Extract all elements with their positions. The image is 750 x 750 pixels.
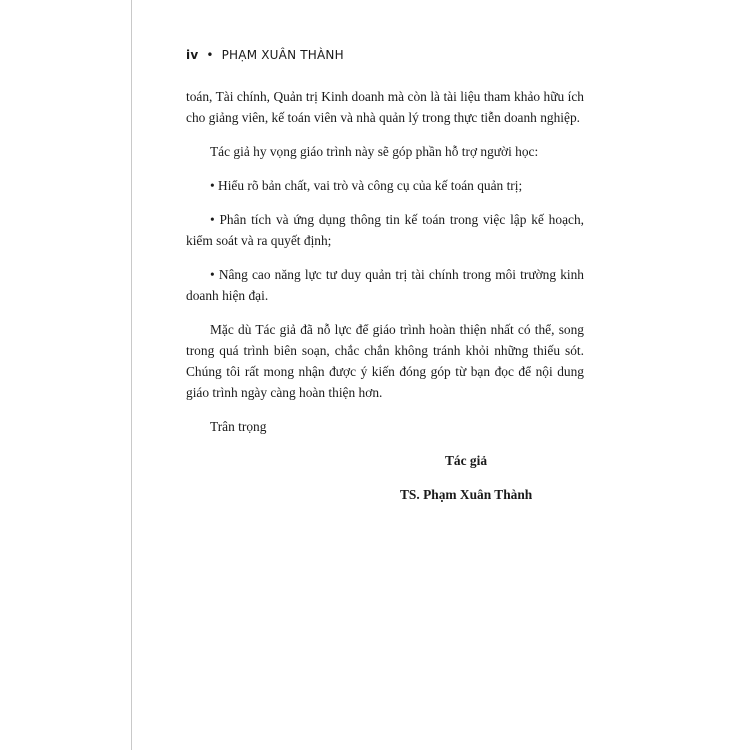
signature-title: Tác giả	[445, 453, 488, 468]
book-page	[131, 0, 750, 750]
bullet-item: • Nâng cao năng lực tư duy quản trị tài chính trong môi trường kinh doanh hiện đại.	[186, 267, 584, 303]
header-author: PHẠM XUÂN THÀNH	[221, 48, 344, 62]
header-separator: •	[206, 48, 214, 62]
paragraph-continuation: toán, Tài chính, Quản trị Kinh doanh mà còn là tài liệu tham khảo hữu ích cho giảng viên, kế toán viên và nhà quản lý trong thực tiễn doanh nghiệp.	[186, 89, 584, 125]
paragraph-closing: Mặc dù Tác giả đã nỗ lực để giáo trình hoàn thiện nhất có thể, song trong quá trình biên soạn, chắc chắn không tránh khỏi những thiếu sót. Chúng tôi rất mong nhận được ý kiến đóng góp từ bạn đọc để nội dung giáo trình ngày càng hoàn thiện hơn.	[186, 322, 584, 400]
salutation: Trân trọng	[210, 419, 267, 434]
signature-name: TS. Phạm Xuân Thành	[400, 487, 533, 502]
page-number: iv	[186, 48, 199, 62]
bullet-item: • Hiểu rõ bản chất, vai trò và công cụ của kế toán quản trị;	[210, 178, 523, 193]
body-text	[186, 86, 584, 518]
running-header	[186, 48, 344, 62]
bullet-item: • Phân tích và ứng dụng thông tin kế toán trong việc lập kế hoạch, kiểm soát và ra quyết định;	[186, 212, 584, 248]
paragraph-intro: Tác giả hy vọng giáo trình này sẽ góp phần hỗ trợ người học:	[210, 144, 539, 159]
